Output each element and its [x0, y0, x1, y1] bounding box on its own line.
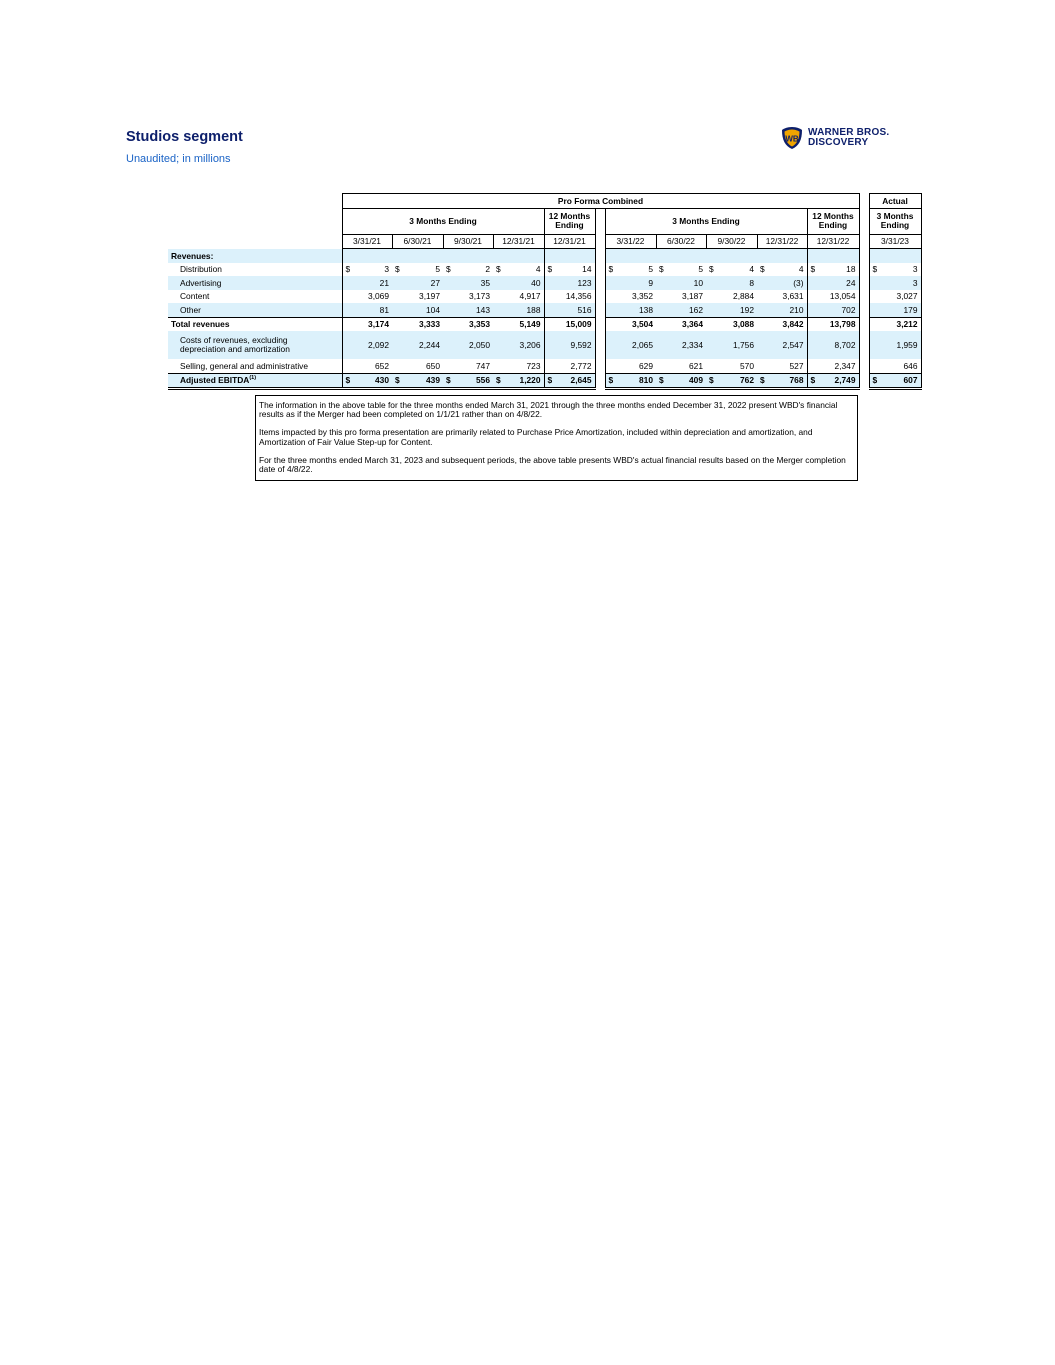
currency-symbol: $: [496, 375, 501, 386]
value-cell: [544, 263, 595, 277]
value-cell: 3,206: [493, 331, 544, 359]
value-cell: 10: [656, 276, 706, 290]
value-cell: 2,884: [733, 291, 754, 302]
period-header-12m-2022: [807, 208, 859, 234]
value-text: 4: [798, 264, 804, 275]
row-label-text: Adjusted EBITDA: [180, 375, 250, 386]
value-text: 439: [426, 375, 440, 386]
logo-line2: DISCOVERY: [808, 137, 869, 148]
value-cell: [493, 263, 544, 277]
currency-symbol: $: [345, 375, 351, 386]
value-cell: 24: [807, 276, 859, 290]
currency-symbol: $: [395, 264, 400, 275]
value-text: 3: [384, 264, 389, 275]
page-title: Studios segment: [126, 129, 243, 145]
value-cell: 3,333: [392, 317, 443, 331]
page-subtitle: Unaudited; in millions: [126, 153, 231, 165]
value-cell: 3,069: [342, 290, 392, 304]
header-row-group: [168, 194, 921, 209]
value-cell: 2,244: [392, 331, 443, 359]
value-cell: 9: [605, 276, 656, 290]
value-cell: 2,050: [443, 331, 493, 359]
value-cell: [342, 263, 392, 277]
table-row-distribution: [168, 263, 921, 277]
company-logo: [781, 126, 889, 150]
value-cell: [605, 373, 656, 389]
value-cell: 629: [639, 360, 653, 371]
value-text: 14: [582, 264, 592, 275]
value-cell: 138: [605, 303, 656, 317]
value-cell: 143: [443, 303, 493, 317]
value-cell: 21: [342, 276, 392, 290]
value-cell: [443, 263, 493, 277]
period-header-actual-line2: Ending: [880, 220, 910, 230]
value-text: 607: [903, 375, 918, 386]
value-cell: 3,212: [869, 317, 921, 331]
value-cell: 4,917: [519, 291, 541, 302]
currency-symbol: $: [709, 264, 714, 275]
value-cell: [757, 263, 807, 277]
value-cell: 3,353: [443, 317, 493, 331]
row-label-line1: Costs of revenues, excluding: [180, 335, 288, 345]
logo-line1: WARNER BROS.: [808, 127, 890, 138]
value-cell: 5,149: [493, 317, 544, 331]
value-cell: 2,547: [757, 331, 807, 359]
currency-symbol: $: [709, 375, 714, 386]
date-cell: 6/30/21: [392, 234, 443, 249]
value-cell: 3,197: [419, 291, 440, 302]
date-cell: 12/31/22: [757, 234, 807, 249]
value-cell: [392, 263, 443, 277]
value-cell: 3,174: [342, 317, 392, 331]
wb-shield-icon: [781, 126, 803, 150]
date-cell: 3/31/22: [605, 234, 656, 249]
note-paragraph: Items impacted by this pro forma presentation are primarily related to Purchase Price Amortization, included within depreciation and amortization, and Amortization of Fair Value Step-up for Content.: [259, 427, 813, 447]
value-cell: 3,352: [632, 291, 653, 302]
value-text: 5: [698, 264, 703, 275]
date-cell: 9/30/22: [706, 234, 757, 249]
row-label: Content: [180, 291, 210, 302]
row-label: Advertising: [168, 276, 342, 290]
currency-symbol: $: [345, 264, 351, 275]
period-header-12m-line2: Ending: [555, 220, 584, 230]
currency-symbol: $: [496, 264, 501, 275]
currency-symbol: $: [810, 264, 816, 275]
currency-symbol: $: [810, 375, 816, 386]
currency-symbol: $: [547, 375, 553, 386]
value-cell: 1,756: [706, 331, 757, 359]
value-cell: 3: [869, 276, 921, 290]
value-text: 4: [749, 264, 754, 275]
note-paragraph: The information in the above table for the three months ended March 31, 2021 through the three months ended December 31, 2022 present WBD's financial results as if the Merger had been completed on 1/1/21 rather than on 4/8/22.: [259, 400, 838, 420]
value-text: 1,220: [519, 375, 541, 386]
value-cell: 2,092: [342, 331, 392, 359]
value-cell: 2,347: [807, 359, 859, 373]
row-label-line2: depreciation and amortization: [180, 344, 290, 354]
date-cell: 12/31/21: [493, 234, 544, 249]
value-cell: 516: [544, 303, 595, 317]
table-row-advertising: [168, 276, 921, 290]
row-label: Other: [168, 303, 342, 317]
svg-text:WB: WB: [785, 134, 799, 144]
row-label: Distribution: [180, 264, 222, 275]
currency-symbol: $: [760, 375, 765, 386]
value-text: 5: [435, 264, 440, 275]
value-cell: 192: [706, 303, 757, 317]
value-text: 2,645: [570, 375, 592, 386]
currency-symbol: $: [872, 264, 878, 275]
value-cell: [605, 263, 656, 277]
value-cell: [493, 373, 544, 389]
table-row-costs-of-revenues: [168, 331, 921, 359]
value-cell: 13,054: [807, 290, 859, 304]
value-cell: 702: [807, 303, 859, 317]
value-cell: [544, 373, 595, 389]
value-cell: 13,798: [807, 317, 859, 331]
note-paragraph: For the three months ended March 31, 2023 and subsequent periods, the above table presents WBD's actual financial results based on the Merger completion date of 4/8/22.: [259, 454, 846, 475]
period-header-12m-line1: 12 Months: [812, 211, 854, 221]
footnotes-box: [255, 395, 858, 481]
value-cell: 2,334: [656, 331, 706, 359]
financial-table-wrapper: [168, 193, 922, 390]
value-cell: 210: [757, 303, 807, 317]
value-cell: 3,364: [656, 317, 706, 331]
value-cell: [443, 373, 493, 389]
value-text: 762: [740, 375, 754, 386]
date-cell: 12/31/21: [544, 234, 595, 249]
table-row-sga: [168, 359, 921, 373]
value-cell: [706, 263, 757, 277]
table-row-other: [168, 303, 921, 317]
table-row-total-revenues: [168, 317, 921, 331]
value-text: 768: [789, 375, 804, 386]
date-cell: 9/30/21: [443, 234, 493, 249]
row-label: Total revenues: [168, 317, 342, 331]
value-cell: 621: [689, 360, 703, 371]
currency-symbol: $: [395, 375, 400, 386]
currency-symbol: $: [446, 375, 451, 386]
value-cell: 27: [392, 276, 443, 290]
period-header-actual: [869, 208, 921, 234]
value-text: 810: [639, 375, 653, 386]
value-cell: 9,592: [544, 331, 595, 359]
value-cell: 3,187: [682, 291, 703, 302]
value-cell: 3,173: [469, 291, 490, 302]
value-cell: 723: [526, 360, 541, 371]
currency-symbol: $: [547, 264, 553, 275]
header-row-dates: [168, 234, 921, 249]
period-header-12m-line2: Ending: [818, 220, 848, 230]
value-cell: 8,702: [807, 331, 859, 359]
value-cell: 3,631: [782, 291, 804, 302]
row-label: [168, 373, 342, 389]
header-row-period: [168, 208, 921, 234]
section-row-revenues: [168, 249, 921, 263]
value-cell: 35: [443, 276, 493, 290]
studios-financial-table: [168, 193, 922, 390]
date-cell: 3/31/23: [869, 234, 921, 249]
table-row-content: [168, 290, 921, 304]
value-cell: [807, 263, 859, 277]
row-label: Selling, general and administrative: [180, 360, 309, 371]
value-cell: 123: [544, 276, 595, 290]
value-cell: 1,959: [869, 331, 921, 359]
value-cell: 15,009: [544, 317, 595, 331]
period-header-3m-2021: 3 Months Ending: [342, 208, 544, 234]
value-cell: 650: [426, 360, 440, 371]
value-cell: 2,772: [544, 359, 595, 373]
row-label: [168, 331, 342, 359]
value-cell: [656, 373, 706, 389]
table-row-adjusted-ebitda: [168, 373, 921, 389]
currency-symbol: $: [659, 264, 664, 275]
date-cell: 3/31/21: [342, 234, 392, 249]
logo-wordmark: [808, 128, 889, 148]
value-cell: 652: [342, 359, 392, 373]
value-cell: 3,027: [869, 290, 921, 304]
value-cell: [869, 373, 921, 389]
value-cell: 8: [706, 276, 757, 290]
currency-symbol: $: [760, 264, 765, 275]
value-cell: 179: [869, 303, 921, 317]
value-cell: [656, 263, 706, 277]
value-cell: 527: [789, 360, 804, 371]
currency-symbol: $: [659, 375, 664, 386]
value-text: 409: [689, 375, 703, 386]
value-cell: 40: [493, 276, 544, 290]
date-cell: 6/30/22: [656, 234, 706, 249]
value-cell: 104: [392, 303, 443, 317]
value-text: 18: [846, 264, 856, 275]
group-header-pro-forma: Pro Forma Combined: [342, 194, 859, 209]
value-text: 430: [375, 375, 389, 386]
value-text: 2: [485, 264, 490, 275]
value-cell: [807, 373, 859, 389]
value-cell: 747: [476, 360, 490, 371]
period-header-12m-2021: [544, 208, 595, 234]
currency-symbol: $: [446, 264, 451, 275]
value-cell: 14,356: [544, 290, 595, 304]
value-cell: 646: [869, 359, 921, 373]
date-cell: 12/31/22: [807, 234, 859, 249]
value-text: 2,749: [834, 375, 856, 386]
period-header-12m-line1: 12 Months: [548, 211, 591, 221]
period-header-actual-line1: 3 Months: [876, 211, 914, 221]
section-label-revenues: Revenues:: [168, 249, 342, 263]
value-cell: 162: [656, 303, 706, 317]
value-cell: [392, 373, 443, 389]
value-cell: [342, 373, 392, 389]
value-cell: (3): [757, 276, 807, 290]
value-cell: 81: [342, 303, 392, 317]
currency-symbol: $: [608, 375, 614, 386]
value-cell: 570: [740, 360, 754, 371]
value-text: 4: [535, 264, 541, 275]
value-cell: [706, 373, 757, 389]
currency-symbol: $: [872, 375, 878, 386]
value-cell: [869, 263, 921, 277]
value-cell: 3,504: [605, 317, 656, 331]
value-cell: 3,842: [757, 317, 807, 331]
value-text: 556: [476, 375, 490, 386]
value-text: 3: [912, 264, 918, 275]
value-text: 5: [648, 264, 653, 275]
value-cell: 2,065: [605, 331, 656, 359]
value-cell: [757, 373, 807, 389]
currency-symbol: $: [608, 264, 614, 275]
period-header-3m-2022: 3 Months Ending: [605, 208, 807, 234]
footnote-marker: (1): [249, 375, 257, 382]
value-cell: 3,088: [706, 317, 757, 331]
value-cell: 188: [493, 303, 544, 317]
group-header-actual: Actual: [869, 194, 921, 209]
